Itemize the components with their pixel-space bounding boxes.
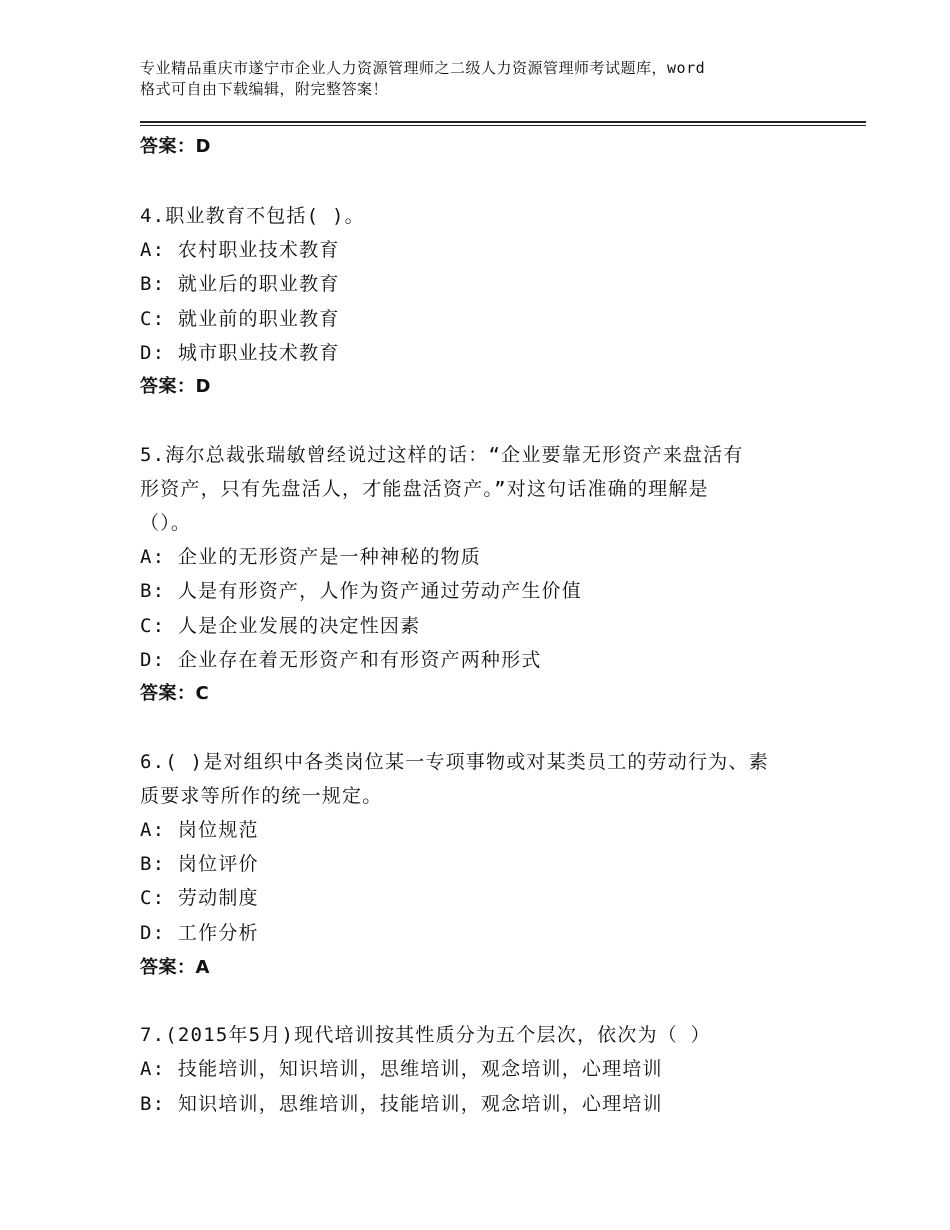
question-5-option-b: B: 人是有形资产，人作为资产通过劳动产生价值 [140, 580, 582, 602]
question-7-option-a: A: 技能培训，知识培训，思维培训，观念培训，心理培训 [140, 1058, 663, 1080]
question-6-option-b: B: 岗位评价 [140, 853, 259, 875]
question-5-line-3: （）。 [140, 512, 192, 534]
document-header [140, 58, 830, 100]
question-6-option-a: A: 岗位规范 [140, 819, 259, 841]
question-5-option-a: A: 企业的无形资产是一种神秘的物质 [140, 546, 481, 568]
question-5-option-c: C: 人是企业发展的决定性因素 [140, 615, 421, 637]
header-line-1: 专业精品重庆市遂宁市企业人力资源管理师之二级人力资源管理师考试题库，word [140, 59, 706, 77]
header-rule-thick [140, 121, 866, 123]
question-4-answer: 答案：D [140, 376, 211, 397]
question-7-line-1: 7.(2015年5月)现代培训按其性质分为五个层次，依次为（ ） [140, 1024, 711, 1046]
question-5-line-2: 形资产，只有先盘活人，才能盘活资产。”对这句话准确的理解是 [140, 478, 709, 500]
question-4-option-d: D: 城市职业技术教育 [140, 342, 340, 364]
question-4-line-1: 4.职业教育不包括( )。 [140, 205, 365, 227]
question-7-option-b: B: 知识培训，思维培训，技能培训，观念培训，心理培训 [140, 1093, 663, 1115]
question-5-answer: 答案：C [140, 683, 210, 704]
question-4-option-b: B: 就业后的职业教育 [140, 273, 340, 295]
answer-prev: 答案：D [140, 136, 211, 157]
question-4-option-a: A: 农村职业技术教育 [140, 239, 340, 261]
question-5-line-1: 5.海尔总裁张瑞敏曾经说过这样的话：“企业要靠无形资产来盘活有 [140, 444, 744, 466]
header-line-2: 格式可自由下载编辑，附完整答案！ [140, 80, 389, 98]
question-6-answer: 答案：A [140, 957, 210, 978]
question-6-line-1: 6.( )是对组织中各类岗位某一专项事物或对某类员工的劳动行为、素 [140, 751, 769, 773]
question-6-option-c: C: 劳动制度 [140, 887, 259, 909]
header-rule-thin [140, 125, 866, 126]
question-6-line-2: 质要求等所作的统一规定。 [140, 785, 383, 807]
question-4-option-c: C: 就业前的职业教育 [140, 308, 340, 330]
question-6-option-d: D: 工作分析 [140, 922, 259, 944]
question-5-option-d: D: 企业存在着无形资产和有形资产两种形式 [140, 649, 542, 671]
